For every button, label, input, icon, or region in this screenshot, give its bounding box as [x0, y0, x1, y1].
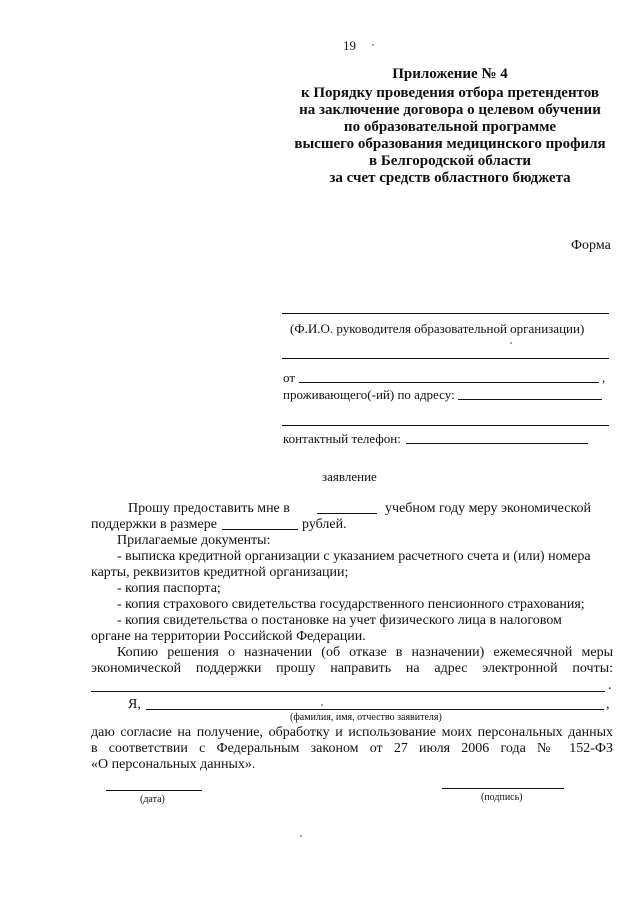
appendix-line: высшего образования медицинского профиля	[294, 136, 606, 152]
head-name-line	[282, 313, 609, 314]
head-caption: (Ф.И.О. руководителя образовательной организации)	[290, 321, 585, 336]
email-line	[91, 691, 605, 692]
appendix-line: в Белгородской области	[369, 153, 531, 169]
phone-line	[406, 443, 588, 444]
doc-item: - копия паспорта;	[117, 581, 221, 596]
scan-speck	[510, 342, 512, 344]
amount-blank	[222, 529, 298, 530]
address-line-2	[282, 425, 609, 426]
appendix-line: на заключение договора о целевом обучении	[299, 102, 601, 118]
appendix-title: Приложение № 4	[392, 66, 508, 82]
year-blank	[317, 513, 377, 514]
phone-label: контактный телефон:	[283, 431, 401, 446]
email-end: .	[608, 678, 612, 693]
address-line	[458, 399, 602, 400]
doc-item-cont: карты, реквизитов кредитной организации;	[91, 565, 349, 580]
appendix-line: за счет средств областного бюджета	[329, 170, 571, 186]
appendix-line: к Порядку проведения отбора претендентов	[300, 85, 599, 101]
request-text-a: Прошу предоставить мне в	[128, 501, 290, 516]
request-text-c: поддержки в размере	[91, 517, 217, 532]
i-label: Я,	[128, 697, 141, 712]
scan-speck	[300, 835, 302, 837]
residing-label: проживающего(-ий) по адресу:	[283, 387, 455, 402]
from-line	[299, 382, 599, 383]
name-comma: ,	[606, 697, 610, 712]
decision-text: Копию решения о назначении (об отказе в назначении) ежемесячной меры	[117, 645, 613, 660]
signature-caption: (подпись)	[481, 792, 523, 803]
date-caption: (дата)	[140, 794, 165, 805]
addressee-blank-line	[282, 358, 609, 359]
date-line	[106, 790, 202, 791]
statement-title: заявление	[322, 469, 377, 484]
consent-text: в соответствии с Федеральным законом от 27 июля 2006 года № 152-ФЗ	[91, 741, 613, 756]
consent-text: даю согласие на получение, обработку и использование моих персональных данных	[91, 725, 613, 740]
doc-item-cont: органе на территории Российской Федерации.	[91, 629, 366, 644]
scan-speck	[321, 704, 323, 706]
appendix-line: по образовательной программе	[343, 119, 557, 135]
request-text-b: учебном году меру экономической	[385, 501, 592, 516]
doc-item: - копия свидетельства о постановке на учет физического лица в налоговом	[117, 613, 562, 628]
scan-speck	[372, 44, 374, 46]
attached-heading: Прилагаемые документы:	[117, 533, 271, 548]
from-label: от	[283, 370, 296, 385]
signature-line	[442, 788, 564, 789]
page-number: 19	[343, 38, 356, 53]
request-text-d: рублей.	[302, 517, 347, 532]
decision-text: экономической поддержки прошу направить на адрес электронной почты:	[91, 661, 613, 676]
consent-text: «О персональных данных».	[91, 757, 256, 772]
applicant-name-line	[146, 709, 604, 710]
name-caption: (фамилия, имя, отчество заявителя)	[290, 712, 442, 723]
doc-item: - выписка кредитной организации с указанием расчетного счета и (или) номера	[117, 549, 591, 564]
doc-item: - копия страхового свидетельства государственного пенсионного страхования;	[117, 597, 585, 612]
from-comma: ,	[602, 370, 606, 385]
form-label: Форма	[571, 238, 611, 253]
